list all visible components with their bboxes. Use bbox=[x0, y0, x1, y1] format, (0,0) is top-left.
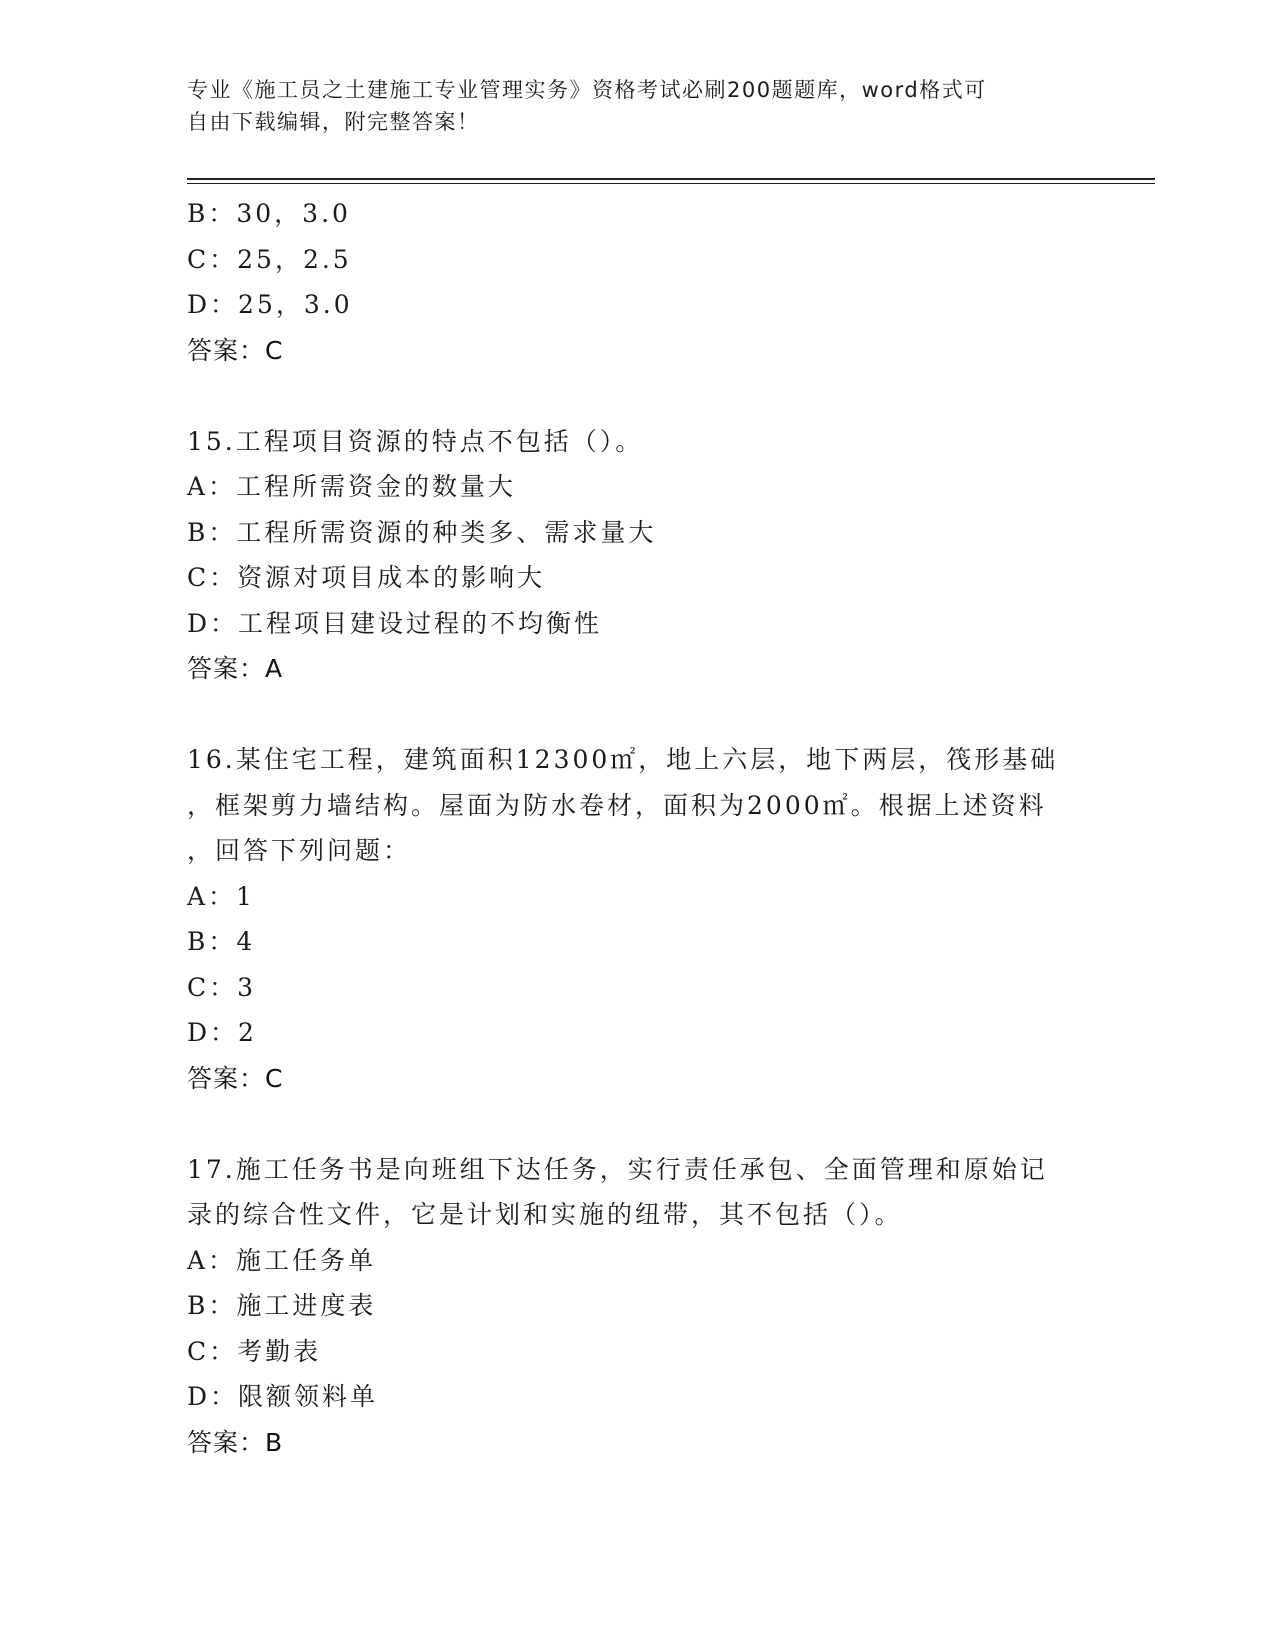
question-text-line-2: 录的综合性文件，它是计划和实施的纽带，其不包括（）。 bbox=[187, 1200, 903, 1229]
option-d: D：工程项目建设过程的不均衡性 bbox=[187, 608, 603, 638]
question-block-16 bbox=[187, 737, 1087, 1101]
question-block-14 bbox=[187, 191, 1087, 373]
option-c: C：考勤表 bbox=[187, 1336, 322, 1366]
option-a: A：施工任务单 bbox=[187, 1245, 377, 1275]
option-a: A：1 bbox=[187, 881, 255, 911]
option-d: D：2 bbox=[187, 1018, 257, 1047]
question-block-15 bbox=[187, 419, 1087, 692]
question-list bbox=[187, 191, 1087, 1465]
question-text-line-1: 16.某住宅工程，建筑面积12300㎡，地上六层，地下两层，筏形基础 bbox=[187, 745, 1059, 774]
question-text: 15.工程项目资源的特点不包括（）。 bbox=[187, 426, 644, 456]
question-text-line-3: ，回答下列问题： bbox=[187, 836, 412, 865]
header-divider bbox=[187, 178, 1155, 184]
question-text-line-2: ，框架剪力墙结构。屋面为防水卷材，面积为2000㎡。根据上述资料 bbox=[187, 790, 1047, 820]
spacer bbox=[187, 1101, 1087, 1147]
answer-line: 答案：B bbox=[187, 1427, 284, 1457]
question-text-line-1: 17.施工任务书是向班组下达任务，实行责任承包、全面管理和原始记 bbox=[187, 1154, 1048, 1184]
spacer bbox=[187, 692, 1087, 738]
option-c: C：3 bbox=[187, 972, 257, 1002]
option-b: B：施工进度表 bbox=[187, 1291, 377, 1320]
answer-line: 答案：C bbox=[187, 335, 284, 365]
option-b: B：4 bbox=[187, 927, 256, 956]
option-d: D：25，3.0 bbox=[187, 290, 353, 319]
option-b: B：30，3.0 bbox=[187, 199, 351, 228]
option-c: C：25，2.5 bbox=[187, 244, 352, 274]
answer-line: 答案：C bbox=[187, 1063, 284, 1093]
spacer bbox=[187, 373, 1087, 419]
header-title-line-1: 专业《施工员之土建施工专业管理实务》资格考试必刷200题题库，word格式可 bbox=[187, 78, 987, 102]
option-d: D：限额领料单 bbox=[187, 1382, 379, 1411]
option-b: B：工程所需资源的种类多、需求量大 bbox=[187, 517, 657, 547]
answer-line: 答案：A bbox=[187, 654, 284, 683]
option-c: C：资源对项目成本的影响大 bbox=[187, 563, 546, 592]
question-block-17 bbox=[187, 1147, 1087, 1466]
page-header bbox=[187, 74, 1067, 138]
option-a: A：工程所需资金的数量大 bbox=[187, 472, 517, 501]
header-title-line-2: 自由下载编辑，附完整答案！ bbox=[187, 110, 480, 134]
